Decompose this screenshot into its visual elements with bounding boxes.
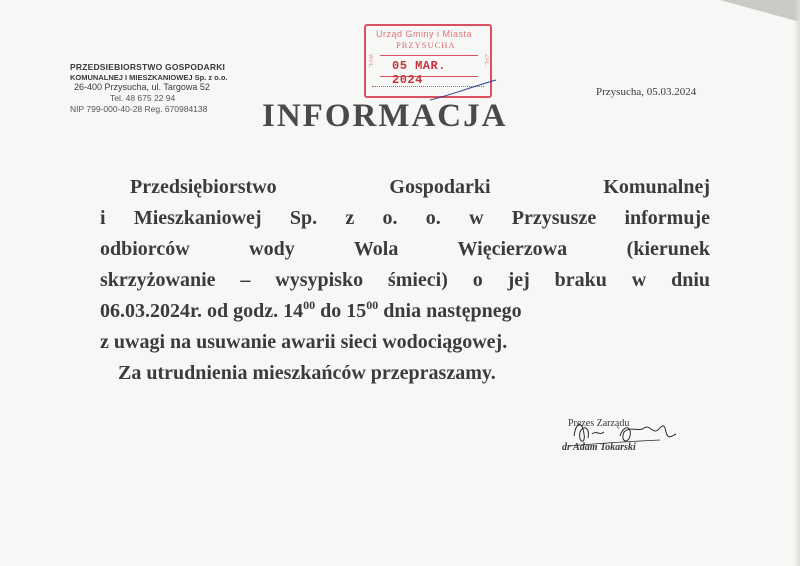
place-and-date: Przysucha, 05.03.2024: [596, 86, 697, 98]
stamp-side-right: ZAŁ.: [483, 54, 489, 67]
body-line-5-part-c: dnia następnego: [378, 300, 522, 322]
stamp-date-box: [380, 55, 478, 87]
signature-name: dr Adam Tokarski: [562, 442, 636, 453]
stamp-office-line2: PRZYSUCHA: [396, 40, 456, 50]
company-name-line2: KOMUNALNEJ I MIESZKANIOWEJ Sp. z o.o.: [70, 72, 228, 82]
stamp-date: 05 MAR. 2024: [392, 59, 446, 87]
body-line-5-sup-1: 00: [303, 298, 316, 312]
body-line-2: i Mieszkaniowej Sp. z o. o. w Przysusze informuje: [100, 207, 710, 229]
body-line-5: [100, 296, 710, 327]
stamp-side-left: WPŁ.: [367, 54, 373, 69]
body-line-5-part-a: 06.03.2024r. od godz. 14: [100, 300, 304, 322]
scan-edge: [794, 0, 800, 566]
body-line-7: Za utrudnienia mieszkańców przepraszamy.: [118, 362, 496, 384]
body-line-6: z uwagi na usuwanie awarii sieci wodociągowej.: [100, 331, 508, 353]
notice-body: [100, 172, 710, 389]
document-title: INFORMACJA: [262, 98, 508, 134]
body-line-5-part-b: do 15: [315, 300, 367, 322]
body-line-1: Przedsiębiorstwo Gospodarki Komunalnej: [130, 176, 710, 198]
body-line-4: skrzyżowanie – wysypisko śmieci) o jej braku w dniu: [100, 269, 710, 291]
company-header: [70, 62, 228, 115]
handwritten-signature: [560, 414, 690, 464]
body-line-3: odbiorców wody Wola Więcierzowa (kierunek: [100, 238, 710, 260]
page-corner-fold: [720, 0, 800, 22]
stamp-office-line1: Urząd Gminy i Miasta: [376, 29, 473, 39]
company-ids: NIP 799-000-40-28 Reg. 670984138: [70, 103, 208, 114]
company-address: 26-400 Przysucha, ul. Targowa 52: [74, 82, 210, 92]
body-line-5-sup-2: 00: [366, 298, 379, 312]
received-stamp: [364, 24, 492, 98]
company-name-line1: PRZEDSIEBIORSTWO GOSPODARKI: [70, 62, 226, 72]
signature-block: [560, 414, 690, 464]
company-phone: Tel. 48 675 22 94: [110, 93, 176, 104]
signature-role: Prezes Zarządu: [568, 418, 630, 429]
